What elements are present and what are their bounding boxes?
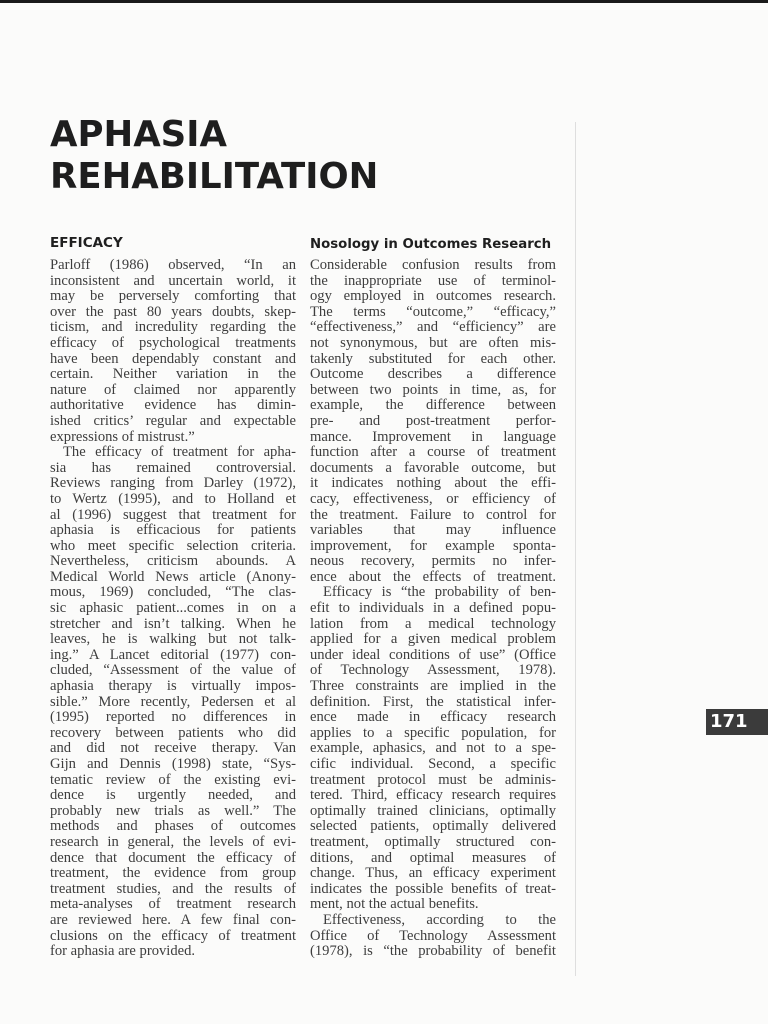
text-line: ished critics’ regular and expectable xyxy=(50,412,296,429)
text-line: inconsistent and uncertain world, it xyxy=(50,272,296,289)
text-line: treatment, optimally structured con- xyxy=(310,833,556,850)
text-line: authoritative evidence has dimin- xyxy=(50,397,296,414)
text-line: selected patients, optimally delivered xyxy=(310,818,556,835)
text-line: Three constraints are implied in the xyxy=(310,678,556,695)
chapter-title-line: APHASIA xyxy=(50,114,227,155)
text-line: tematic review of the existing evi- xyxy=(50,771,296,788)
right-column-body xyxy=(310,258,556,960)
text-line: are reviewed here. A few final con- xyxy=(50,911,296,928)
text-line: between two points in time, as, for xyxy=(310,381,556,398)
text-line: cluded, “Assessment of the value of xyxy=(50,662,296,679)
column-rule xyxy=(575,122,576,976)
chapter-title-line: REHABILITATION xyxy=(50,156,379,197)
text-line: improvement, for example sponta- xyxy=(310,537,556,554)
text-line: expressions of mistrust.” xyxy=(50,428,195,445)
text-line: ing.” A Lancet editorial (1977) con- xyxy=(50,646,296,663)
text-line: have been dependably constant and xyxy=(50,350,296,367)
text-line: Effectiveness, according to the xyxy=(323,911,556,928)
text-line: aphasia is efficacious for patients xyxy=(50,522,296,539)
text-line: aphasia therapy is virtually impos- xyxy=(50,678,296,695)
text-line: optimally trained clinicians, optimally xyxy=(310,802,556,819)
text-line: probably new trials as well.” The xyxy=(50,802,296,819)
text-line: who meet specific selection criteria. xyxy=(50,537,296,554)
text-line: Gijn and Dennis (1998) state, “Sys- xyxy=(50,756,296,772)
text-line: dence that document the efficacy of xyxy=(50,849,296,866)
text-line: indicates the possible benefits of treat- xyxy=(310,880,556,897)
text-line: al (1996) suggest that treatment for xyxy=(50,506,296,523)
text-line: applied for a given medical problem xyxy=(310,631,556,648)
text-line: of Technology Assessment, 1978). xyxy=(310,662,556,679)
text-line: sia has remained controversial. xyxy=(50,459,296,476)
text-line: ence made in efficacy research xyxy=(310,709,556,726)
text-line: nature of claimed nor apparently xyxy=(50,381,296,398)
text-line: “effectiveness,” and “efficiency” are xyxy=(310,319,556,336)
text-line: ment, not the actual benefits. xyxy=(310,896,479,913)
text-line: the treatment. Failure to control for xyxy=(310,506,556,523)
text-line: Nevertheless, criticism abounds. A xyxy=(50,553,296,570)
text-line: applies to a specific population, for xyxy=(310,724,556,741)
text-line: ticism, and incredulity regarding the xyxy=(50,319,296,336)
text-line: cacy, effectiveness, or efficiency of xyxy=(310,490,556,507)
text-line: treatment, the evidence from group xyxy=(50,865,296,882)
text-line: leaves, he is walking but not talk- xyxy=(50,631,296,648)
text-line: may be perversely comforting that xyxy=(50,288,296,305)
text-line: cific individual. Second, a specific xyxy=(310,756,556,772)
text-line: ence about the effects of treatment. xyxy=(310,568,556,585)
text-line: variables that may influence xyxy=(310,522,556,539)
text-line: certain. Neither variation in the xyxy=(50,366,296,383)
text-line: (1995) reported no differences in xyxy=(50,709,296,726)
text-line: for aphasia are provided. xyxy=(50,943,196,960)
text-line: under ideal conditions of use” (Office xyxy=(310,646,556,663)
text-line: treatment protocol must be adminis- xyxy=(310,771,556,788)
text-line: documents a favorable outcome, but xyxy=(310,459,556,476)
text-line: Medical World News article (Anony- xyxy=(50,568,296,585)
text-line: it indicates nothing about the effi- xyxy=(310,475,556,492)
left-column-body xyxy=(50,258,296,960)
text-line: The efficacy of treatment for apha- xyxy=(63,444,296,461)
text-line: not synonymous, but are often mis- xyxy=(310,334,556,351)
text-line: research in general, the levels of evi- xyxy=(50,833,296,850)
text-line: definition. First, the statistical infer- xyxy=(310,693,556,710)
text-line: Parloff (1986) observed, “In an xyxy=(50,257,296,273)
text-line: over the past 80 years doubts, skep- xyxy=(50,303,296,320)
chapter-title xyxy=(50,114,378,198)
text-line: recovery between patients who did xyxy=(50,724,296,741)
text-line: example, aphasics, and not to a spe- xyxy=(310,740,556,757)
page-number-tab: 171 xyxy=(706,709,768,735)
text-line: Efficacy is “the probability of ben- xyxy=(323,584,556,601)
page-top-edge xyxy=(0,0,768,3)
text-line: (1978), is “the probability of benefit xyxy=(310,943,556,960)
text-line: efficacy of psychological treatments xyxy=(50,334,296,351)
text-line: dence is urgently needed, and xyxy=(50,787,296,804)
text-line: treatment studies, and the results of xyxy=(50,880,296,897)
text-line: function after a course of treatment xyxy=(310,444,556,461)
text-line: mous, 1969) concluded, “The clas- xyxy=(50,584,296,601)
text-line: stretcher and isn’t talking. When he xyxy=(50,615,296,632)
text-line: sible.” More recently, Pedersen et al xyxy=(50,693,296,710)
text-line: and did not receive therapy. Van xyxy=(50,740,296,757)
text-line: ditions, and optimal measures of xyxy=(310,849,556,866)
text-line: pre- and post-treatment perfor- xyxy=(310,412,556,429)
text-line: mance. Improvement in language xyxy=(310,428,556,445)
text-line: Outcome describes a difference xyxy=(310,366,556,383)
text-line: neous recovery, permits no infer- xyxy=(310,553,556,570)
text-line: Considerable confusion results from xyxy=(310,257,556,273)
text-line: efit to individuals in a defined popu- xyxy=(310,600,556,617)
text-line: example, the difference between xyxy=(310,397,556,414)
text-line: clusions on the efficacy of treatment xyxy=(50,927,296,944)
section-heading-efficacy: EFFICACY xyxy=(50,235,123,251)
text-line: ogy employed in outcomes research. xyxy=(310,288,556,305)
text-line: Office of Technology Assessment xyxy=(310,927,556,944)
text-line: lation from a medical technology xyxy=(310,615,556,632)
text-line: methods and phases of outcomes xyxy=(50,818,296,835)
text-line: The terms “outcome,” “efficacy,” xyxy=(310,303,556,320)
text-line: tered. Third, efficacy research requires xyxy=(310,787,556,804)
text-line: change. Thus, an efficacy experiment xyxy=(310,865,556,882)
right-column xyxy=(310,234,556,960)
section-heading-nosology: Nosology in Outcomes Research xyxy=(310,237,552,252)
text-line: takenly substituted for each other. xyxy=(310,350,556,367)
left-column xyxy=(50,234,296,960)
text-line: the inappropriate use of terminol- xyxy=(310,272,556,289)
text-line: to Wertz (1995), and to Holland et xyxy=(50,490,296,507)
text-line: meta-analyses of treatment research xyxy=(50,896,296,913)
text-line: sic aphasic patient...comes in on a xyxy=(50,600,296,617)
text-line: Reviews ranging from Darley (1972), xyxy=(50,475,296,492)
